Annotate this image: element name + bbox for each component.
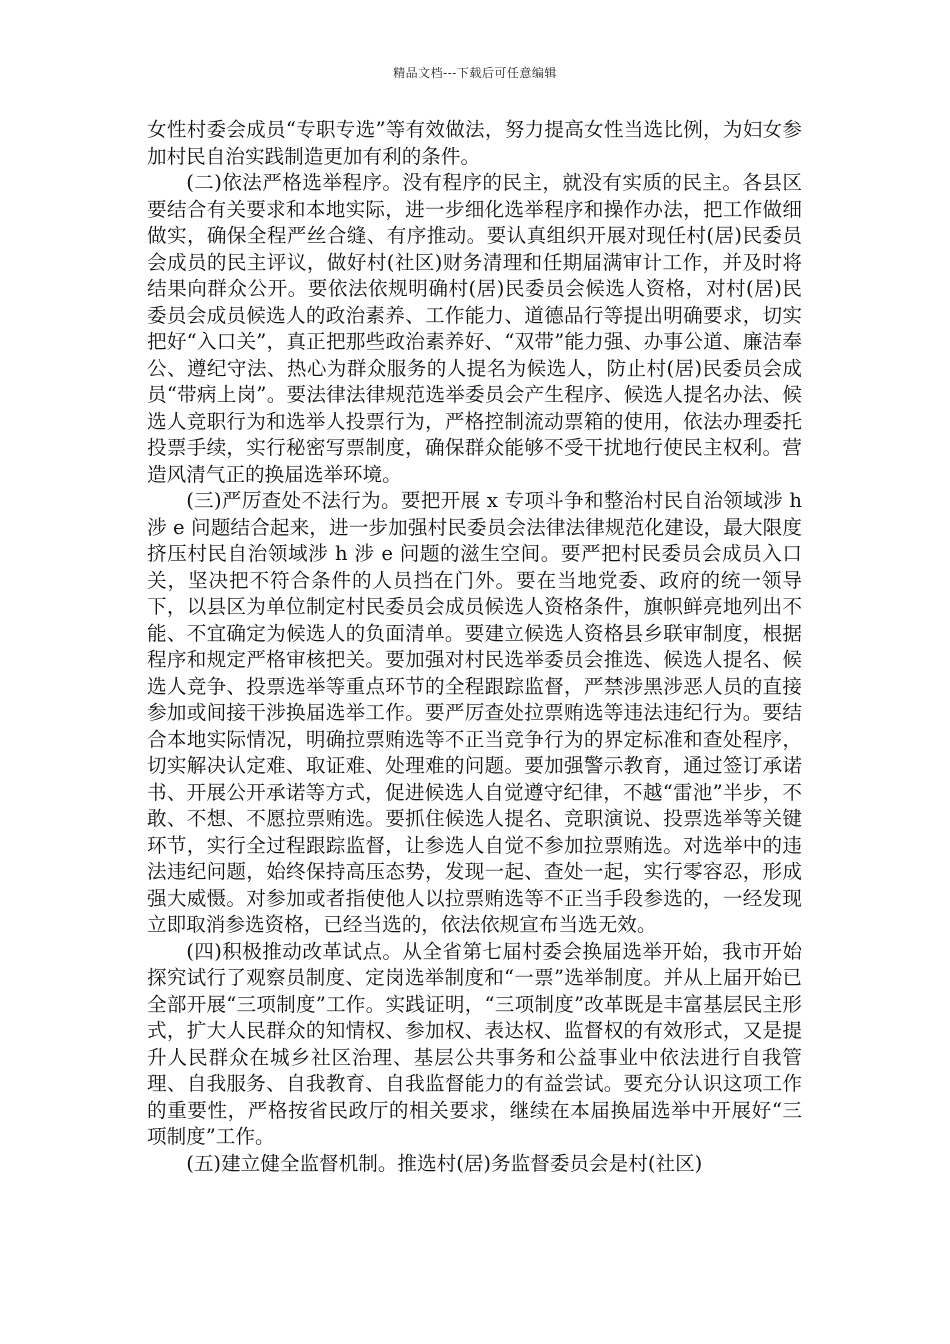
paragraph-section-5: (五)建立健全监督机制。推选村(居)务监督委员会是村(社区) xyxy=(186,1151,703,1175)
paragraph-section-3: (三)严厉查处不法行为。要把开展 x 专项斗争和整治村民自治领域涉 h 涉 e 问题结合起来，进一步加强村民委员会法律法律规范化建设，最大限度挤压村民自治领域涉 h 涉 e 问题的滋生空间。要严把村民委员会成员入口关，坚决把不符合条件的人员挡在门外。要在当地党委、政府的统一领导下，以县区为单位制定村民委员会成员候选人资格条件，旗帜鲜亮地列出不能、不宜确定为候选人的负面清单。要建立候选人资格县乡联审制度，根据程序和规定严格审核把关。要加强对村民选举委员会推选、候选人提名、候选人竞争、投票选举等重点环节的全程跟踪监督，严禁涉黑涉恶人员的直接参加或间接干涉换届选举工作。要严厉查处拉票贿选等违法违纪行为。要结合本地实际情况，明确拉票贿选等不正当竞争行为的界定标准和查处程序，切实解决认定难、取证难、处理难的问题。要加强警示教育，通过签订承诺书、开展公开承诺等方式，促进候选人自觉遵守纪律，不越“雷池”半步，不敢、不想、不愿拉票贿选。要抓住候选人提名、竞职演说、投票选举等关键环节，实行全过程跟踪监督，让参选人自觉不参加拉票贿选。对选举中的违法违纪问题，始终保持高压态势，发现一起、查处一起，实行零容忍，形成强大威慑。对参加或者指使他人以拉票贿选等不正当手段参选的，一经发现立即取消参选资格，已经当选的，依法依规宣布当选无效。 xyxy=(147,489,802,936)
paragraph-continuation: 女性村委会成员“专职专选”等有效做法，努力提高女性当选比例，为妇女参加村民自治实践制造更加有利的条件。 xyxy=(147,118,802,168)
page-header: 精品文档---下载后可任意编辑 xyxy=(393,66,557,80)
paragraph-section-2: (二)依法严格选举程序。没有程序的民主，就没有实质的民主。各县区要结合有关要求和本地实际，进一步细化选举程序和操作办法，把工作做细做实，确保全程严丝合缝、有序推动。要认真组织开展对现任村(居)民委员会成员的民主评议，做好村(社区)财务清理和任期届满审计工作，并及时将结果向群众公开。要依法依规明确村(居)民委员会候选人资格，对村(居)民委员会成员候选人的政治素养、工作能力、道德品行等提出明确要求，切实把好“入口关”，真正把那些政治素养好、“双带”能力强、办事公道、廉洁奉公、遵纪守法、热心为群众服务的人提名为候选人，防止村(居)民委员会成员“带病上岗”。要法律法律规范选举委员会产生程序、候选人提名办法、候选人竞职行为和选举人投票行为，严格控制流动票箱的使用，依法办理委托投票手续，实行秘密写票制度，确保群众能够不受干扰地行使民主权利。营造风清气正的换届选举环境。 xyxy=(147,171,802,486)
paragraph-section-4: (四)积极推动改革试点。从全省第七届村委会换届选举开始，我市开始探究试行了观察员制度、定岗选举制度和“一票”选举制度。并从上届开始已全部开展“三项制度”工作。实践证明，“三项制度”改革既是丰富基层民主形式，扩大人民群众的知情权、参加权、表达权、监督权的有效形式，又是提升人民群众在城乡社区治理、基层公共事务和公益事业中依法进行自我管理、自我服务、自我教育、自我监督能力的有益尝试。要充分认识这项工作的重要性，严格按省民政厅的相关要求，继续在本届换届选举中开展好“三项制度”工作。 xyxy=(147,939,802,1148)
document-body xyxy=(147,117,802,1177)
